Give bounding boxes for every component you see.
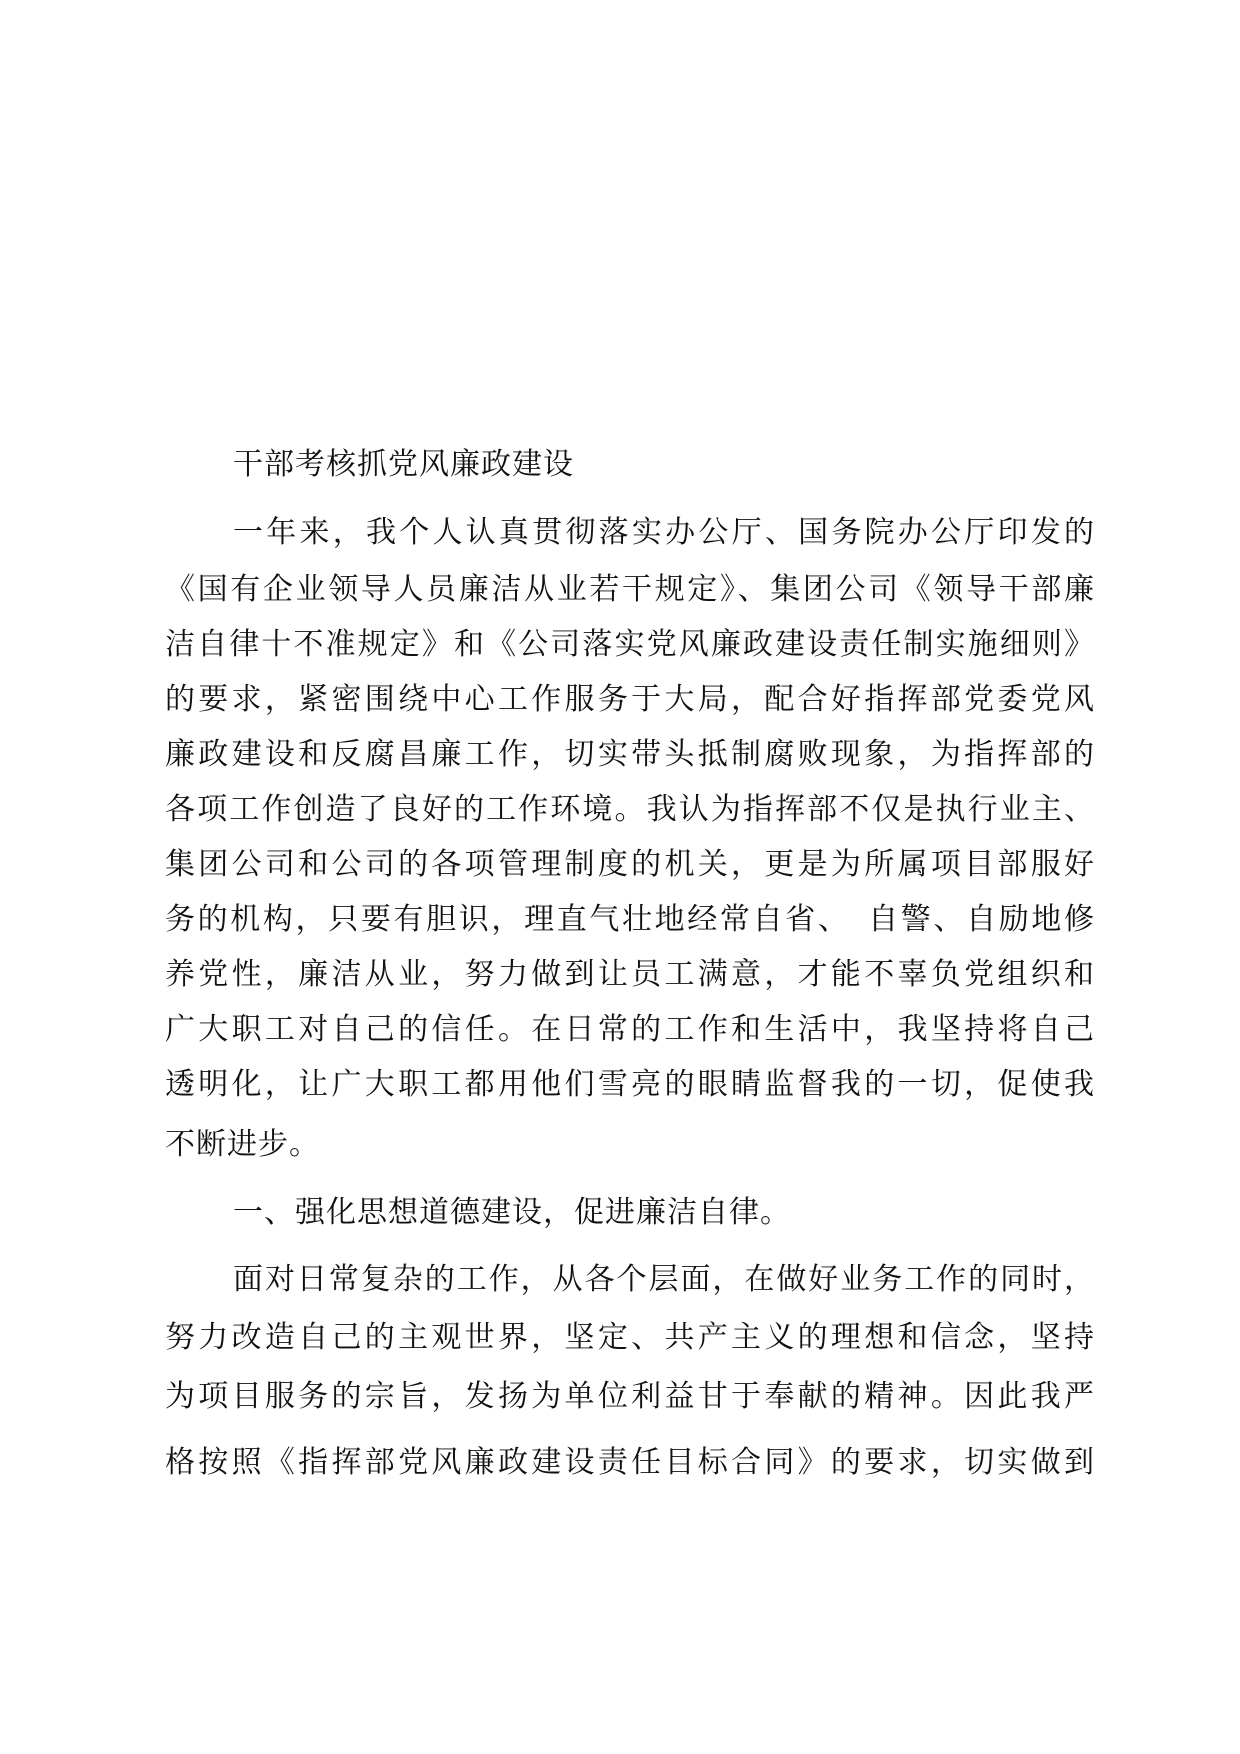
paragraph-line: 廉政建设和反腐昌廉工作，切实带头抵制腐败现象，为指挥部的 [165,737,1095,772]
paragraph-line: 务的机构，只要有胆识，理直气壮地经常自省、 自警、自励地修 [165,902,1095,937]
paragraph-line: 努力改造自己的主观世界，坚定、共产主义的理想和信念，坚持 [165,1320,1095,1355]
paragraph-line: 为项目服务的宗旨，发扬为单位利益甘于奉献的精神。因此我严 [165,1379,1095,1414]
section-heading-text: 一、强化思想道德建设，促进廉洁自律。 [233,1195,791,1230]
paragraph-line: 《国有企业领导人员廉洁从业若干规定》、集团公司《领导干部廉 [165,572,1095,607]
paragraph-line: 不断进步。 [165,1127,320,1162]
paragraph-line: 面对日常复杂的工作，从各个层面，在做好业务工作的同时， [233,1262,1095,1297]
paragraph-line: 格按照《指挥部党风廉政建设责任目标合同》的要求，切实做到 [165,1445,1095,1480]
paragraph-line: 各项工作创造了良好的工作环境。我认为指挥部不仅是执行业主、 [165,792,1095,827]
paragraph-line: 洁自律十不准规定》和《公司落实党风廉政建设责任制实施细则》 [165,627,1095,662]
document-title: 干部考核抓党风廉政建设 [233,447,574,482]
paragraph-line: 广大职工对自己的信任。在日常的工作和生活中，我坚持将自己 [165,1012,1095,1047]
paragraph-line: 透明化，让广大职工都用他们雪亮的眼睛监督我的一切，促使我 [165,1067,1095,1102]
paragraph-line: 养党性，廉洁从业，努力做到让员工满意，才能不辜负党组织和 [165,957,1095,992]
paragraph-line: 一年来，我个人认真贯彻落实办公厅、国务院办公厅印发的 [233,515,1095,550]
paragraph-line: 集团公司和公司的各项管理制度的机关，更是为所属项目部服好 [165,847,1095,882]
paragraph-line: 的要求，紧密围绕中心工作服务于大局，配合好指挥部党委党风 [165,682,1095,717]
